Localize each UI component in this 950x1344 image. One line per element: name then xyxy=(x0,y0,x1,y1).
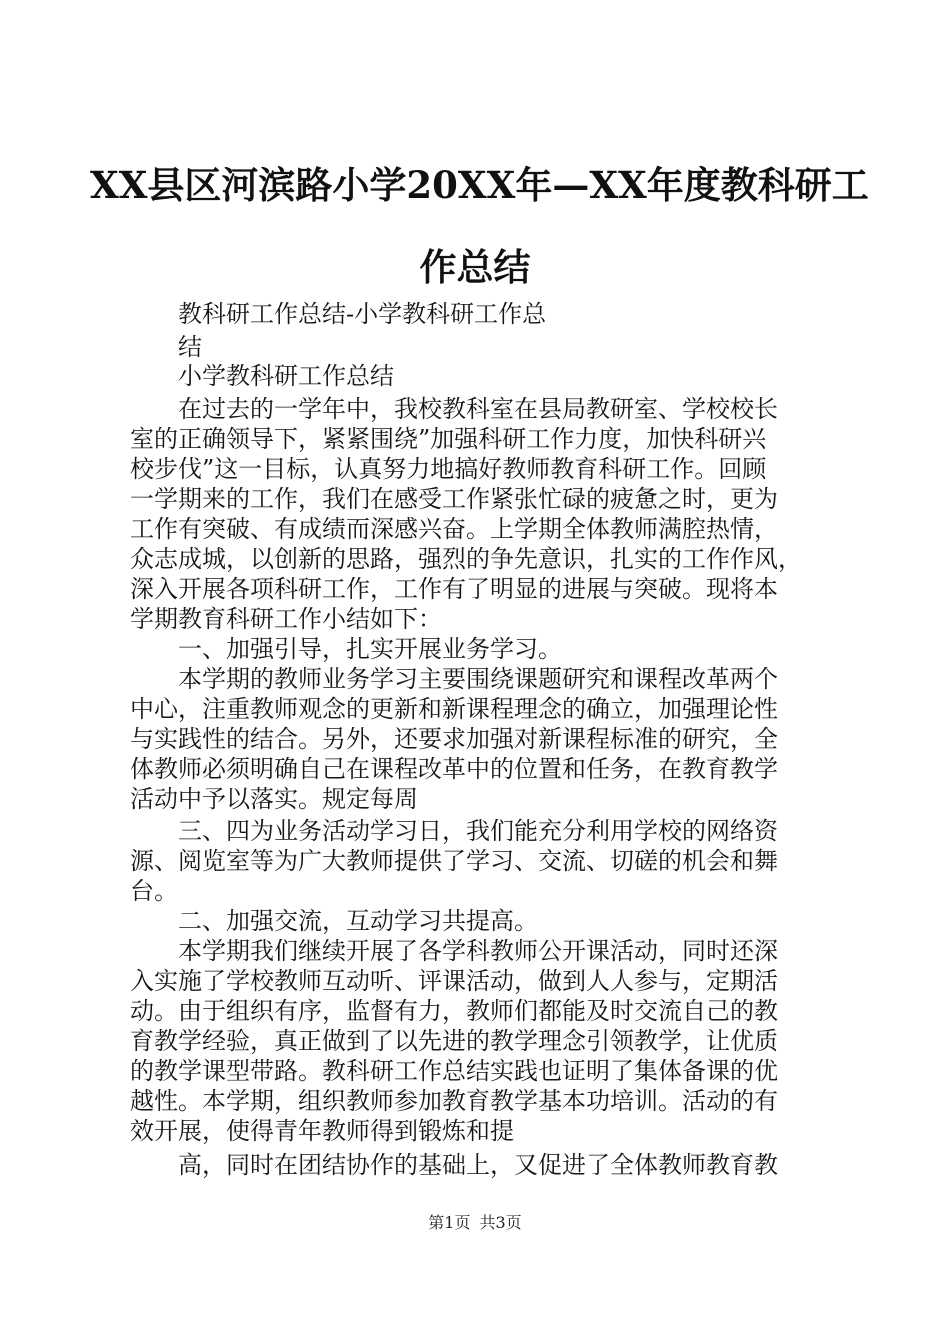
paragraph-line: 室的正确领导下，紧紧围绕”加强科研工作力度，加快科研兴 xyxy=(130,425,767,453)
paragraph-line: 深入开展各项科研工作，工作有了明显的进展与突破。现将本 xyxy=(130,575,778,603)
paragraph-line: 一学期来的工作，我们在感受工作紧张忙碌的疲惫之时，更为 xyxy=(130,485,778,513)
paragraph-line: 体教师必须明确自己在课程改革中的位置和任务，在教育教学 xyxy=(130,755,778,783)
paragraph-line: 在过去的一学年中，我校教科室在县局教研室、学校校长 xyxy=(178,395,778,423)
page-total: 共3页 xyxy=(479,1213,522,1232)
paragraph-line: 入实施了学校教师互动听、评课活动，做到人人参与，定期活 xyxy=(130,967,778,995)
paragraph-line: 中心，注重教师观念的更新和新课程理念的确立，加强理论性 xyxy=(130,695,778,723)
document-title-line-2: 作总结 xyxy=(419,245,531,289)
section-heading: 二、加强交流，互动学习共提高。 xyxy=(178,907,538,935)
section-heading: 一、加强引导，扎实开展业务学习。 xyxy=(178,635,562,663)
subtitle-line: 教科研工作总结-小学教科研工作总 xyxy=(178,300,547,328)
paragraph-line: 工作有突破、有成绩而深感兴奋。上学期全体教师满腔热情， xyxy=(130,515,778,543)
section-heading: 小学教科研工作总结 xyxy=(178,362,394,390)
subtitle-line: 结 xyxy=(178,333,202,361)
paragraph-line: 效开展，使得青年教师得到锻炼和提 xyxy=(130,1117,514,1145)
paragraph-line: 育教学经验，真正做到了以先进的教学理念引领教学，让优质 xyxy=(130,1027,778,1055)
paragraph-line: 台。 xyxy=(130,877,178,905)
page-number: 第1页 xyxy=(428,1213,471,1232)
page-footer xyxy=(0,1213,950,1233)
paragraph-line: 学期教育科研工作小结如下： xyxy=(130,605,442,633)
paragraph-line: 与实践性的结合。另外，还要求加强对新课程标准的研究，全 xyxy=(130,725,778,753)
paragraph-line: 高，同时在团结协作的基础上，又促进了全体教师教育教 xyxy=(178,1151,778,1179)
paragraph-line: 的教学课型带路。教科研工作总结实践也证明了集体备课的优 xyxy=(130,1057,778,1085)
paragraph-line: 本学期的教师业务学习主要围绕课题研究和课程改革两个 xyxy=(178,665,778,693)
paragraph-line: 活动中予以落实。规定每周 xyxy=(130,785,418,813)
paragraph-line: 动。由于组织有序，监督有力，教师们都能及时交流自己的教 xyxy=(130,997,778,1025)
paragraph-line: 源、阅览室等为广大教师提供了学习、交流、切磋的机会和舞 xyxy=(130,847,778,875)
document-title-line-1: XX县区河滨路小学20XX年—XX年度教科研工 xyxy=(90,163,869,207)
paragraph-line: 众志成城，以创新的思路，强烈的争先意识，扎实的工作作风， xyxy=(130,545,802,573)
paragraph-line: 三、四为业务活动学习日，我们能充分利用学校的网络资 xyxy=(178,817,778,845)
paragraph-line: 本学期我们继续开展了各学科教师公开课活动，同时还深 xyxy=(178,937,778,965)
paragraph-line: 校步伐”这一目标，认真努力地搞好教师教育科研工作。回顾 xyxy=(130,455,767,483)
paragraph-line: 越性。本学期，组织教师参加教育教学基本功培训。活动的有 xyxy=(130,1087,778,1115)
